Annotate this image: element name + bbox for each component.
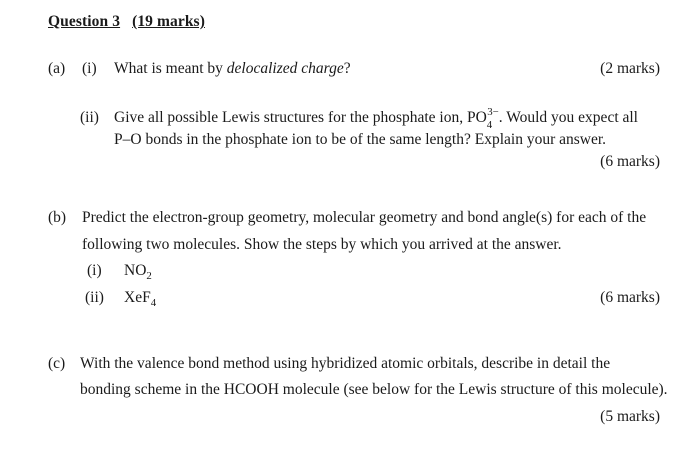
part-b-label: (b) [48,209,67,226]
xef4-main: XeF [124,289,151,306]
question-title [48,13,205,31]
part-b-ii-formula [124,289,157,310]
question-number: Question 3 [48,13,121,30]
part-b-line1: Predict the electron-group geometry, molecular geometry and bond angle(s) for each of the [82,209,647,226]
part-b-ii-label: (ii) [85,289,104,306]
part-a-ii-line1 [114,105,638,132]
part-c-line2: bonding scheme in the HCOOH molecule (see below for the Lewis structure of this molecule). [80,381,668,398]
part-b-i-label: (i) [87,262,102,279]
part-a-i-label: (i) [82,60,97,77]
part-a-i-italic-term: delocalized charge [226,60,344,77]
part-c-label: (c) [48,355,66,372]
part-a-i-marks: (2 marks) [600,60,660,77]
part-a-ii-label: (ii) [80,109,99,126]
no2-subscript: 2 [146,270,152,283]
part-a-ii-line2: P–O bonds in the phosphate ion to be of the same length? Explain your answer. [114,131,607,148]
part-a-ii-line1-after: . Would you expect all [498,109,638,126]
part-b-marks: (6 marks) [600,289,660,306]
part-b-line2: following two molecules. Show the steps by which you arrived at the answer. [82,236,562,253]
part-a-i-question [114,60,351,78]
part-b-i-formula [124,262,152,283]
part-a-label: (a) [48,60,66,77]
part-a-i-text-before: What is meant by [114,60,227,77]
part-a-ii-marks: (6 marks) [600,153,660,170]
part-c-line1: With the valence bond method using hybridized atomic orbitals, describe in detail the [80,355,611,372]
no2-main: NO [124,262,147,279]
xef4-subscript: 4 [150,297,157,310]
question-total-marks: (19 marks) [132,13,205,30]
part-a-ii-line1-before: Give all possible Lewis structures for the phosphate ion, PO [114,109,487,126]
part-c-marks: (5 marks) [600,408,660,425]
phosphate-charge: 3− [487,105,499,118]
part-a-i-text-after: ? [343,60,351,77]
phosphate-subscript: 4 [486,119,493,132]
